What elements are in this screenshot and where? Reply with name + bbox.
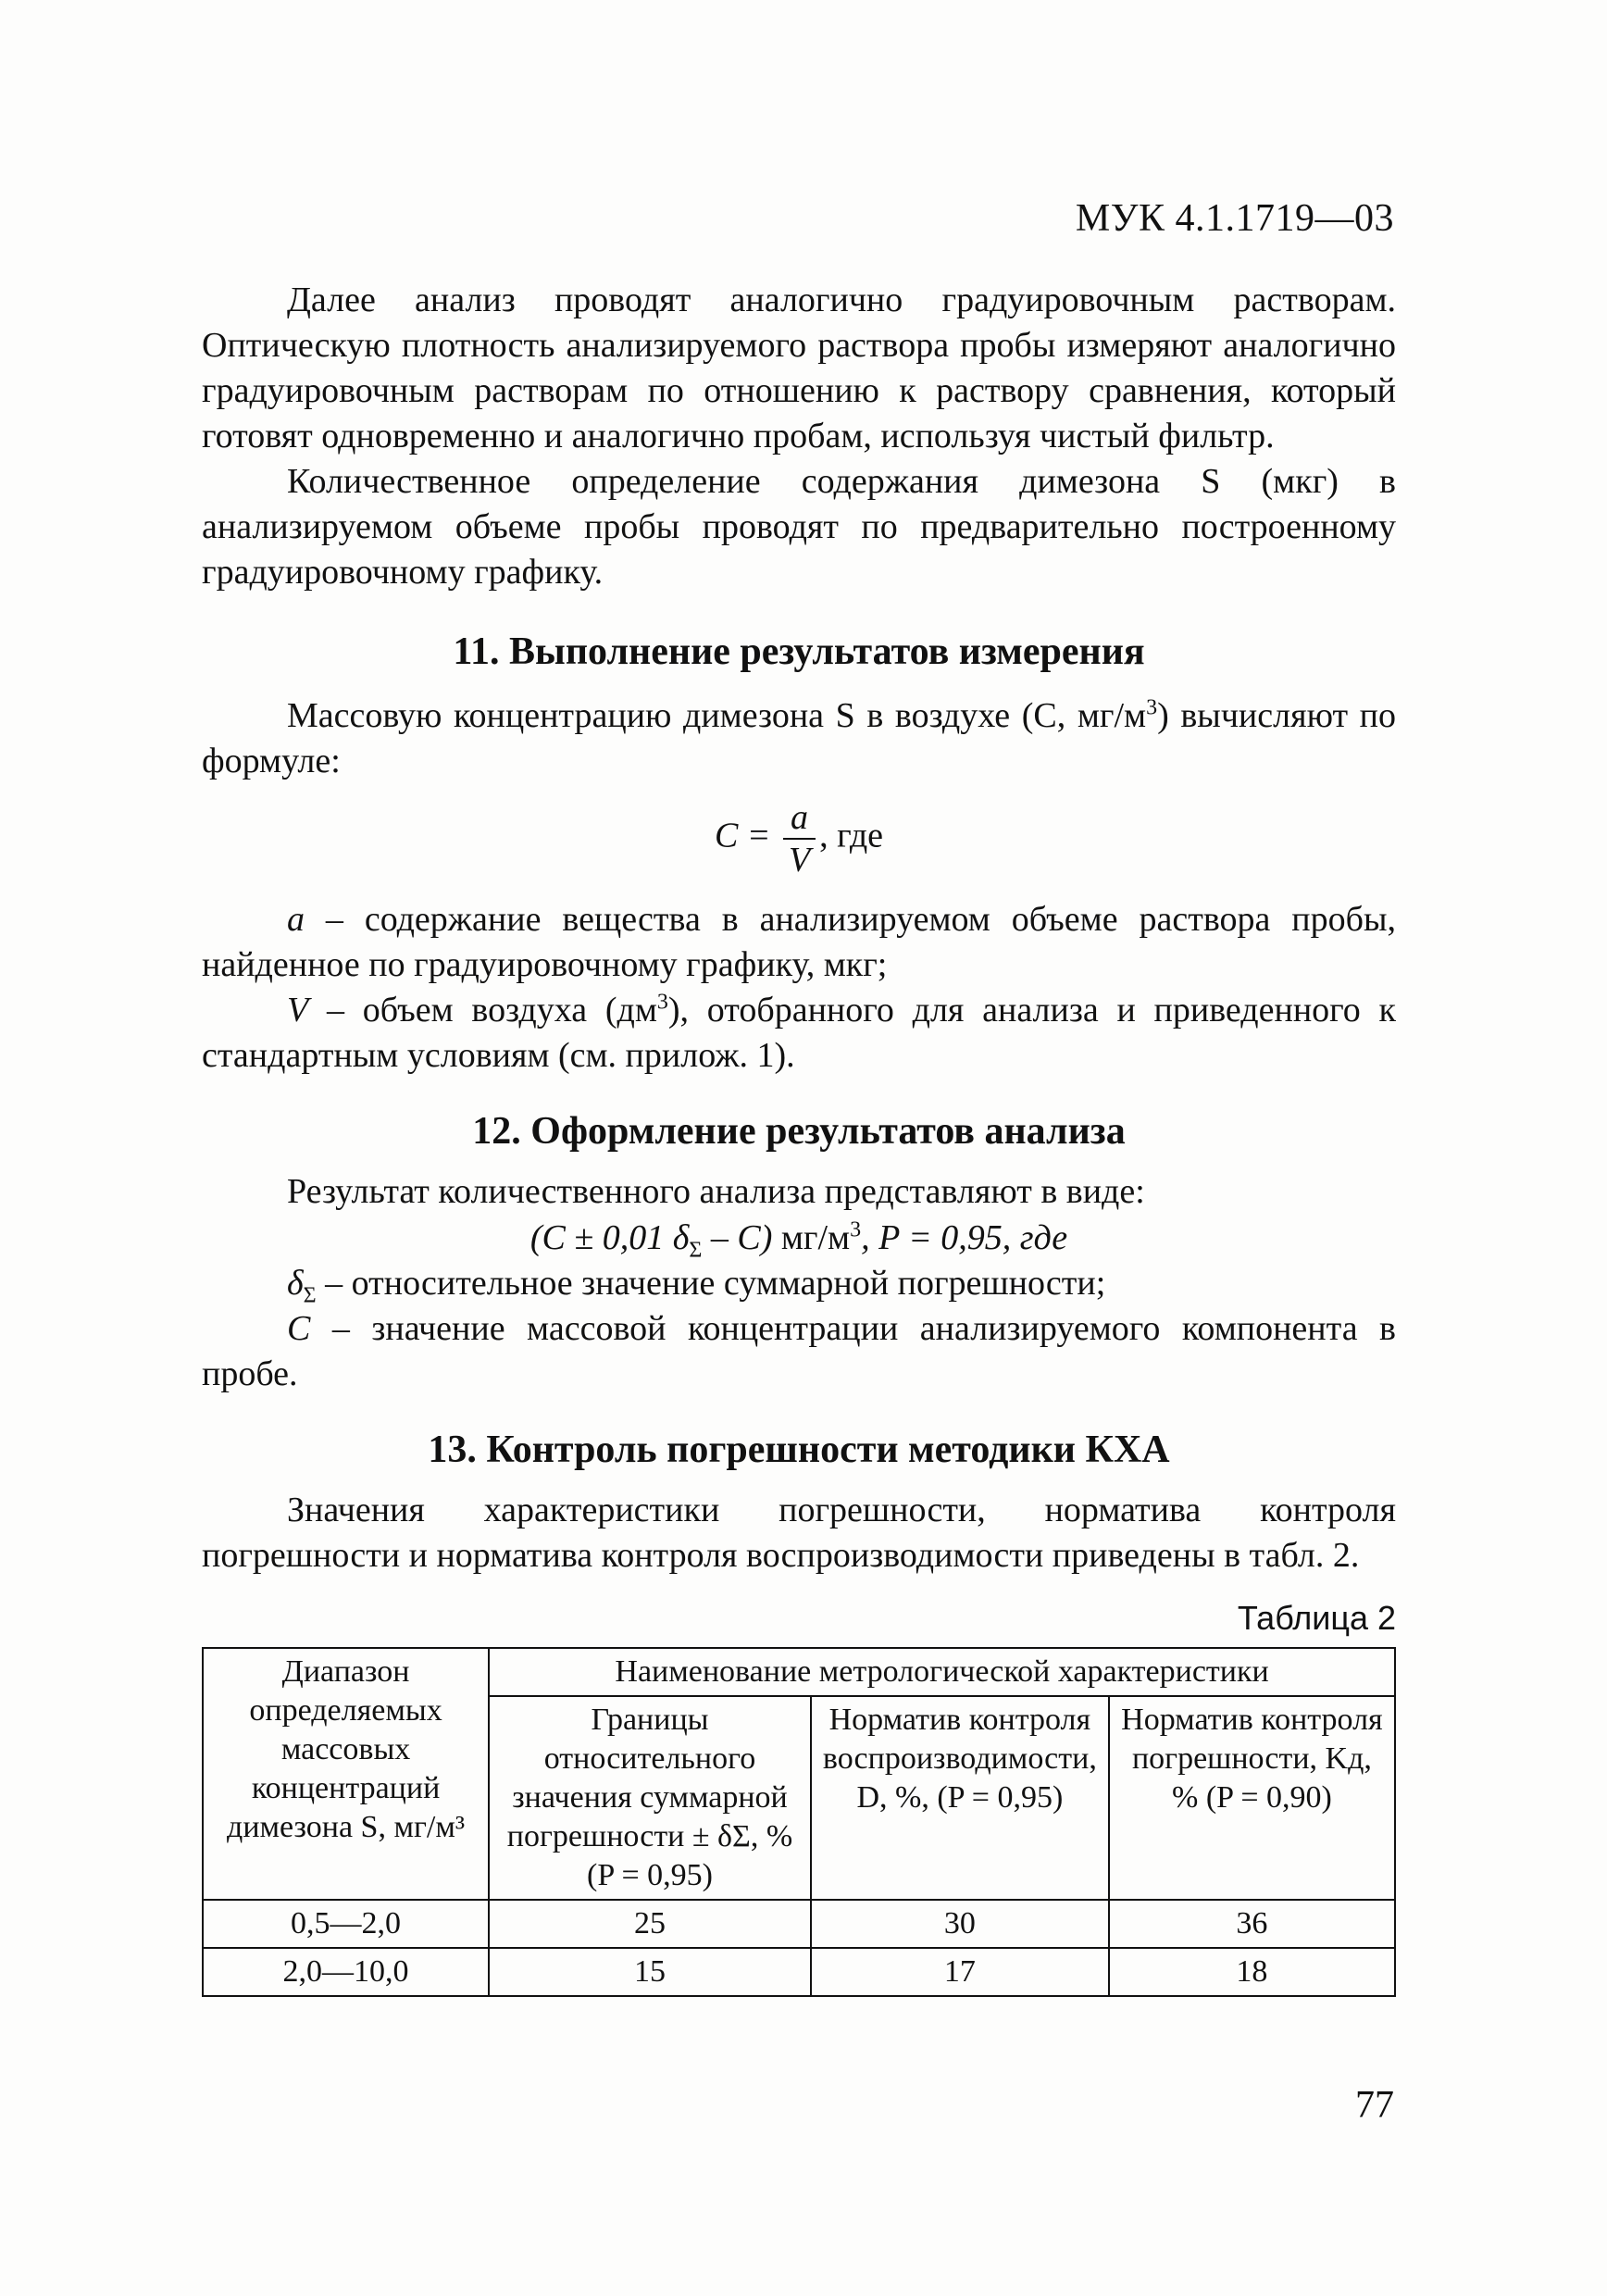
col-range-header: Диапазон определяемых массовых концентраций димезона S, мг/м³	[203, 1648, 489, 1900]
cell-error-control: 36	[1109, 1900, 1395, 1948]
page-content	[202, 278, 1396, 1997]
metrology-table	[202, 1647, 1396, 1997]
col-reproducibility-header: Норматив контроля воспроизводимости, D, %, (P = 0,95)	[811, 1696, 1109, 1900]
col-bounds-header: Границы относительного значения суммарной погрешности ± δΣ, % (P = 0,95)	[489, 1696, 811, 1900]
table-row	[203, 1900, 1395, 1948]
cell-reproducibility: 17	[811, 1948, 1109, 1996]
section-11-intro: Массовую концентрацию димезона S в воздухе (С, $мг/м^3$) вычисляют по формуле:	[202, 695, 1396, 780]
cell-error-control: 18	[1109, 1948, 1395, 1996]
definition-c: С – значение массовой концентрации анализируемого компонента в пробе.	[202, 1309, 1396, 1393]
definition-delta: $\delta_\Sigma$ – относительное значение суммарной погрешности;	[287, 1264, 1106, 1308]
paragraph-analysis: Далее анализ проводят аналогично градуировочным растворам. Оптическую плотность анализируемого раствора пробы измеряют аналогично градуировочным растворам по отношению к раствору сравнения, который готовят одновременно и аналогично пробам, используя чистый фильтр.	[202, 281, 1396, 455]
section-12-intro: Результат количественного анализа представляют в виде:	[287, 1172, 1145, 1211]
definition-a: a – содержание вещества в анализируемом объеме раствора пробы, найденное по градуировочному графику, мкг;	[202, 900, 1396, 984]
section-13-intro: Значения характеристики погрешности, норматива контроля погрешности и норматива контроля воспроизводимости приведены в табл. 2.	[202, 1491, 1396, 1575]
group-header: Наименование метрологической характеристики	[489, 1648, 1395, 1696]
cell-reproducibility: 30	[811, 1900, 1109, 1948]
section-13-heading: 13. Контроль погрешности методики КХА	[428, 1429, 1170, 1471]
cell-bounds: 25	[489, 1900, 811, 1948]
table-row	[203, 1948, 1395, 1996]
cell-range: 0,5—2,0	[203, 1900, 489, 1948]
document-code: МУК 4.1.1719—03	[1075, 197, 1394, 240]
cell-range: 2,0—10,0	[203, 1948, 489, 1996]
cell-bounds: 15	[489, 1948, 811, 1996]
formula-concentration: C = $\frac{a}{V}$ , где	[714, 798, 884, 880]
formula-fraction: $\frac{a}{V}$	[783, 797, 816, 880]
formula-result: (C ± 0,01 $\delta_\Sigma - C$) $мг/м^3$, P = 0,95, где	[529, 1217, 1068, 1263]
table-caption: Таблица 2	[1237, 1599, 1396, 1637]
section-11-heading: 11. Выполнение результатов измерения	[453, 630, 1145, 673]
definition-v: V – объем воздуха $(дм^3)$, отобранного для анализа и приведенного к стандартным условиям (см. прилож. 1).	[202, 990, 1396, 1075]
paragraph-quantitative: Количественное определение содержания димезона S (мкг) в анализируемом объеме пробы проводят по предварительно построенному градуировочному графику.	[202, 462, 1396, 592]
page-number: 77	[1355, 2084, 1394, 2127]
section-12-heading: 12. Оформление результатов анализа	[472, 1110, 1126, 1153]
col-error-control-header: Норматив контроля погрешности, Kд, % (P = 0,90)	[1109, 1696, 1395, 1900]
